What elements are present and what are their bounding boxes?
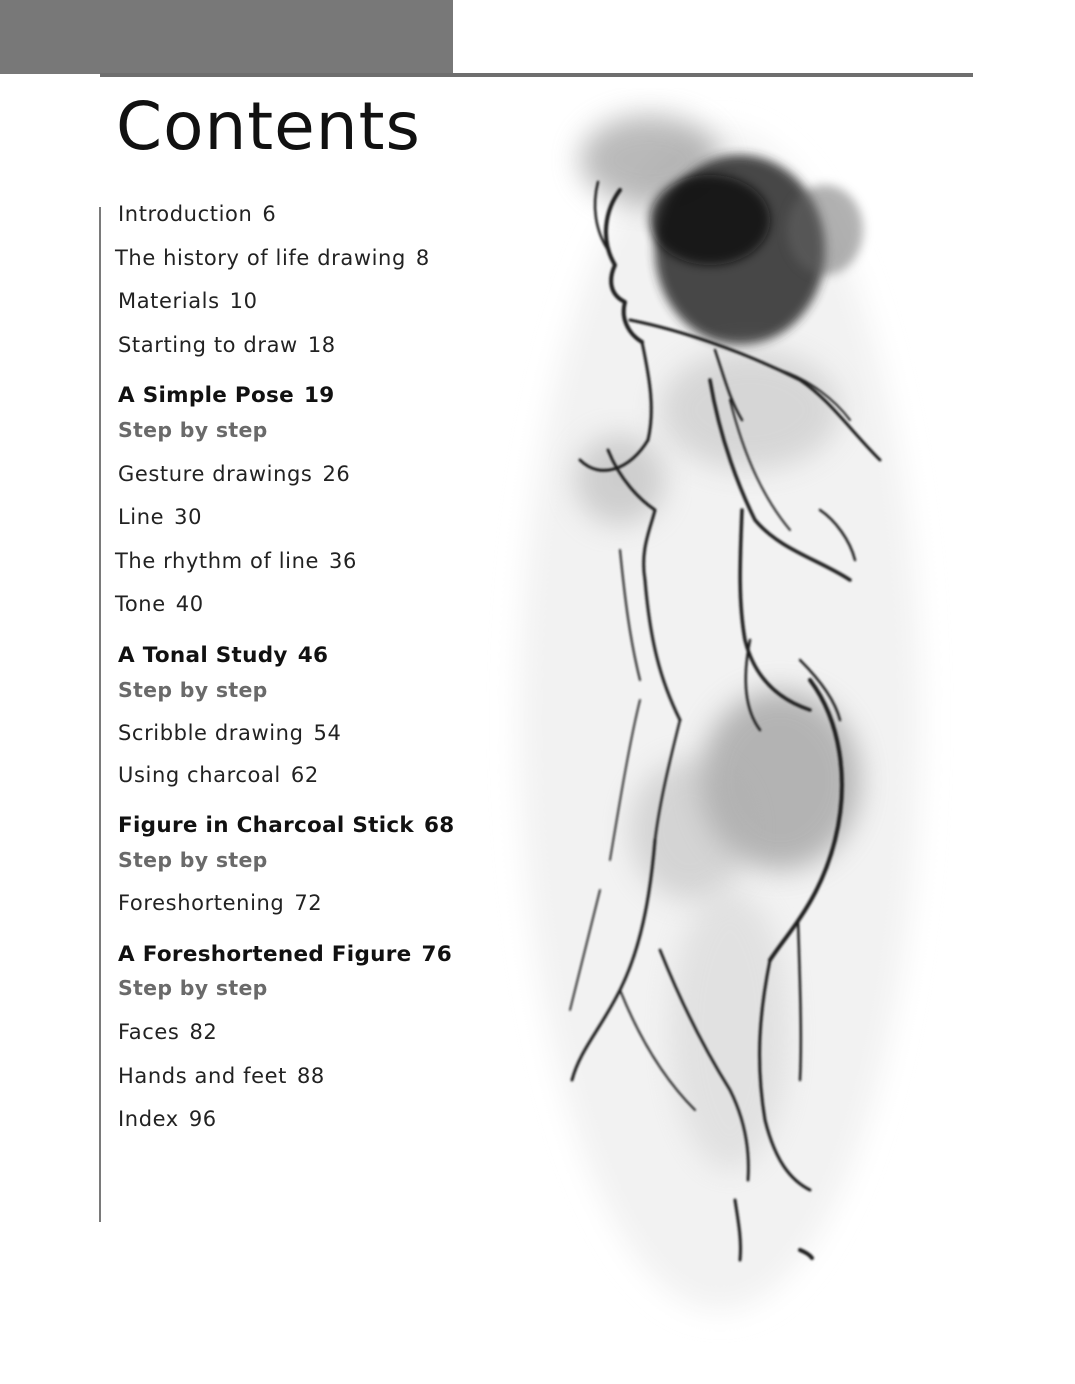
toc-entry-label: Gesture drawings xyxy=(118,462,313,486)
toc-entry-label: Tone xyxy=(115,592,166,616)
toc-entry-page: 88 xyxy=(296,1064,325,1088)
toc-entry-page: 18 xyxy=(307,333,336,357)
toc-subheading-step-by-step: Step by step xyxy=(118,848,268,872)
toc-entry-label: Faces xyxy=(118,1020,180,1044)
toc-entry-page: 96 xyxy=(188,1107,217,1131)
table-of-contents xyxy=(0,0,480,1384)
toc-entry-line[interactable] xyxy=(118,505,202,529)
toc-entry-page: 76 xyxy=(421,942,453,967)
toc-entry-label: A Simple Pose xyxy=(118,383,295,408)
toc-entry-history[interactable] xyxy=(115,246,430,270)
toc-entry-faces[interactable] xyxy=(118,1020,217,1044)
toc-entry-page: 30 xyxy=(174,505,203,529)
toc-entry-label: Scribble drawing xyxy=(118,721,304,745)
toc-section-charcoal-stick[interactable] xyxy=(118,813,455,838)
toc-entry-hands-and-feet[interactable] xyxy=(118,1064,325,1088)
toc-section-simple-pose[interactable] xyxy=(118,383,335,408)
toc-entry-label: The history of life drawing xyxy=(115,246,406,270)
toc-entry-label: A Foreshortened Figure xyxy=(118,942,412,967)
toc-entry-page: 40 xyxy=(175,592,204,616)
toc-entry-page: 72 xyxy=(294,891,323,915)
toc-entry-page: 6 xyxy=(262,202,277,226)
toc-entry-label: Starting to draw xyxy=(118,333,298,357)
toc-entry-page: 62 xyxy=(290,763,319,787)
toc-subheading-step-by-step: Step by step xyxy=(118,678,268,702)
toc-entry-label: Materials xyxy=(118,289,220,313)
toc-subheading-step-by-step: Step by step xyxy=(118,418,268,442)
toc-entry-label: Line xyxy=(118,505,165,529)
toc-entry-tone[interactable] xyxy=(115,592,204,616)
toc-entry-label: Hands and feet xyxy=(118,1064,287,1088)
toc-entry-page: 46 xyxy=(297,643,329,668)
toc-entry-label: Using charcoal xyxy=(118,763,281,787)
toc-entry-label: The rhythm of line xyxy=(115,549,320,573)
toc-entry-scribble-drawing[interactable] xyxy=(118,721,341,745)
toc-entry-page: 54 xyxy=(313,721,342,745)
page-title: Contents xyxy=(116,88,421,165)
toc-entry-label: Index xyxy=(118,1107,179,1131)
charcoal-figure-illustration xyxy=(480,80,1040,1350)
toc-subheading-step-by-step: Step by step xyxy=(118,976,268,1000)
toc-entry-gesture-drawings[interactable] xyxy=(118,462,350,486)
toc-entry-foreshortening[interactable] xyxy=(118,891,322,915)
toc-entry-label: Introduction xyxy=(118,202,253,226)
toc-entry-materials[interactable] xyxy=(118,289,258,313)
toc-entry-using-charcoal[interactable] xyxy=(118,763,319,787)
toc-section-tonal-study[interactable] xyxy=(118,643,328,668)
toc-entry-introduction[interactable] xyxy=(118,202,276,226)
toc-entry-page: 8 xyxy=(415,246,430,270)
toc-entry-page: 68 xyxy=(424,813,455,838)
toc-entry-page: 26 xyxy=(322,462,351,486)
toc-entry-page: 82 xyxy=(189,1020,218,1044)
toc-entry-label: Foreshortening xyxy=(118,891,285,915)
toc-entry-page: 19 xyxy=(304,383,335,408)
toc-entry-rhythm-of-line[interactable] xyxy=(115,549,357,573)
toc-section-foreshortened-figure[interactable] xyxy=(118,942,452,967)
toc-entry-page: 10 xyxy=(229,289,258,313)
toc-entry-label: A Tonal Study xyxy=(118,643,288,668)
toc-entry-starting-to-draw[interactable] xyxy=(118,333,336,357)
toc-entry-label: Figure in Charcoal Stick xyxy=(118,813,415,838)
toc-entry-index[interactable] xyxy=(118,1107,217,1131)
toc-entry-page: 36 xyxy=(329,549,357,573)
